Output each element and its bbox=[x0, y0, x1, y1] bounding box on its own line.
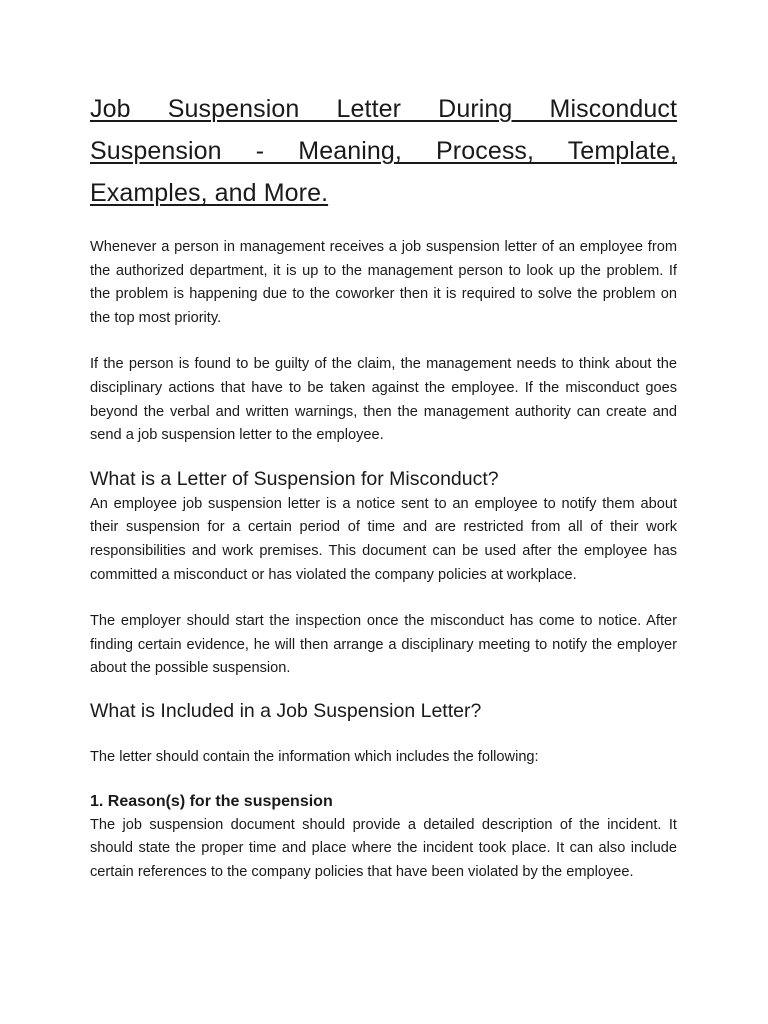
section1-paragraph-2: The employer should start the inspection once the misconduct has come to notice. After finding certain evidence, he will then arrange a disciplinary meeting to notify the employer about the possible suspension. bbox=[90, 613, 677, 677]
section-heading-letter-of-suspension: What is a Letter of Suspension for Misconduct? bbox=[90, 467, 499, 490]
section2-intro: The letter should contain the information which includes the following: bbox=[90, 748, 539, 765]
document-title: Job Suspension Letter During Misconduct Suspension - Meaning, Process, Template, Examples, and More. bbox=[90, 95, 677, 207]
intro-paragraph-1: Whenever a person in management receives a job suspension letter of an employee from the authorized department, it is up to the management person to look up the problem. If the problem is happening due to the coworker then it is required to solve the problem on the top most priority. bbox=[90, 239, 677, 326]
intro-paragraph-2: If the person is found to be guilty of the claim, the management needs to think about the disciplinary actions that have to be taken against the employee. If the misconduct goes beyond the verbal and written warnings, then the management authority can create and send a job suspension letter to the employee. bbox=[90, 356, 677, 444]
list-item-heading-reasons: 1. Reason(s) for the suspension bbox=[90, 792, 333, 810]
document-page bbox=[90, 88, 677, 884]
section-heading-included-in-letter: What is Included in a Job Suspension Letter? bbox=[90, 699, 482, 722]
list-item-text-reasons: The job suspension document should provide a detailed description of the incident. It should state the proper time and place where the incident took place. It can also include certain references to the company policies that have been violated by the employee. bbox=[90, 816, 677, 880]
section1-paragraph-1: An employee job suspension letter is a notice sent to an employee to notify them about their suspension for a certain period of time and are restricted from all of their work responsibilities and work premises. This document can be used after the employee has committed a misconduct or has violated the company policies at workplace. bbox=[90, 495, 677, 583]
